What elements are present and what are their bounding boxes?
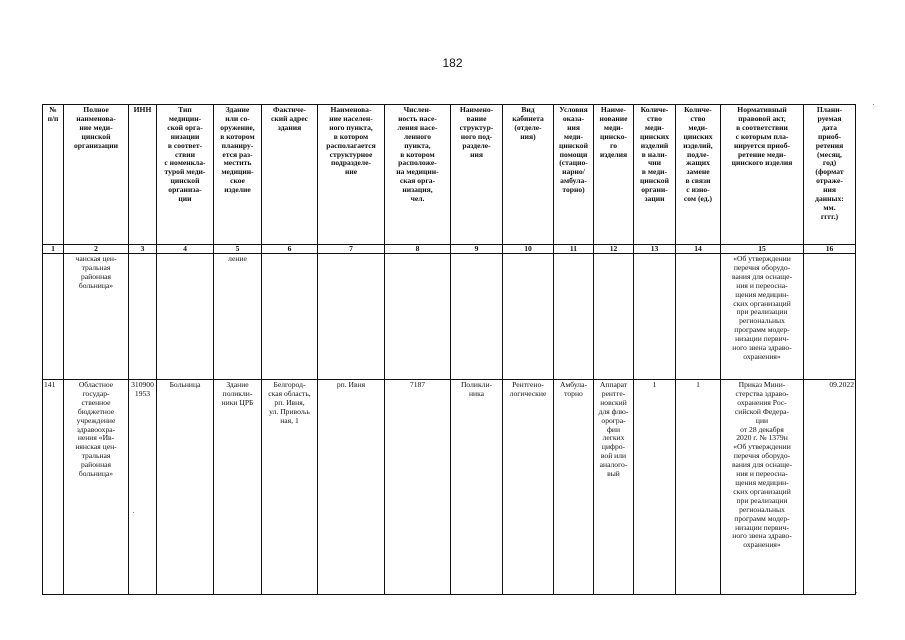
cell-population: 7187 bbox=[385, 380, 451, 595]
header-cell: № п/п bbox=[43, 105, 64, 245]
cell-organization-name: Областное государ- ственное бюджетное учреждение здравоохра- нения «Ив- нянская цен- тральная районная больница» bbox=[64, 380, 129, 595]
header-cell: Условия оказа- ния меди- цинской помощи (стацио- нарно/ амбула- торно) bbox=[554, 105, 594, 245]
cell-inn bbox=[129, 254, 157, 380]
scan-speck: · bbox=[132, 508, 135, 517]
column-number: 7 bbox=[318, 245, 385, 254]
column-number: 16 bbox=[804, 245, 856, 254]
column-number: 14 bbox=[676, 245, 721, 254]
header-cell: Вид кабинета (отделе- ния) bbox=[503, 105, 554, 245]
continuation-row bbox=[43, 254, 856, 380]
header-cell: Количе- ство меди- цинских изделий в нали- чии в меди- цинской органи- зации bbox=[634, 105, 676, 245]
column-number: 12 bbox=[594, 245, 634, 254]
header-cell: Полное наименова- ние меди- цинской организации bbox=[64, 105, 129, 245]
cell-address bbox=[262, 254, 318, 380]
cell-legal-act: Приказ Мини- стерства здраво- охранения Рос- сийской Федера- ции от 28 декабря 2020 г. № 1379н «Об утверждении перечня оборудо- вания для оснаще- ния и переосна- щения медицин- ских организаций при реализации региональных программ модер- низации первич- ного звена здраво- охранения» bbox=[721, 380, 804, 595]
header-cell: Тип медицин- ской орга- низации в соответ- ствии с номенкла- турой меди- цинской организа- ции bbox=[157, 105, 214, 245]
column-number: 11 bbox=[554, 245, 594, 254]
column-number: 5 bbox=[214, 245, 262, 254]
column-number: 8 bbox=[385, 245, 451, 254]
column-number: 13 bbox=[634, 245, 676, 254]
header-cell: Нормативный правовой акт, в соответствии с которым пла- нируется приоб- ретение меди- цинского изделия bbox=[721, 105, 804, 245]
table-row bbox=[43, 380, 856, 595]
cell-device-count bbox=[634, 254, 676, 380]
column-number: 10 bbox=[503, 245, 554, 254]
column-number-row bbox=[43, 245, 856, 254]
medical-equipment-table bbox=[42, 104, 856, 595]
cell-inn: 310900 1953 bbox=[129, 380, 157, 595]
cell-building: Здание поликли- ники ЦРБ bbox=[214, 380, 262, 595]
cell-organization-name: чанская цен- тральная районная больница» bbox=[64, 254, 129, 380]
cell-cabinet-type bbox=[503, 254, 554, 380]
column-number: 2 bbox=[64, 245, 129, 254]
cell-number bbox=[43, 254, 64, 380]
header-row bbox=[43, 105, 856, 245]
cell-settlement: рп. Ивня bbox=[318, 380, 385, 595]
scan-speck: · bbox=[872, 100, 875, 109]
cell-org-type: Больница bbox=[157, 380, 214, 595]
cell-device-name bbox=[594, 254, 634, 380]
header-cell: Фактиче- ский адрес здания bbox=[262, 105, 318, 245]
page-number: 182 bbox=[442, 56, 463, 70]
cell-cabinet-type: Рентгено- логические bbox=[503, 380, 554, 595]
header-cell: ИНН bbox=[129, 105, 157, 245]
header-cell: Здание или со- оружение, в котором планиру- ется раз- местить медицин- ское изделие bbox=[214, 105, 262, 245]
cell-population bbox=[385, 254, 451, 380]
header-cell: Плани- руемая дата приоб- ретения (месяц, год) (формат отраже- ния данных: мм. гггг.) bbox=[804, 105, 856, 245]
cell-device-name: Аппарат рентге- новский для флю- орогра- фии легких цифро- вой или аналого- вый bbox=[594, 380, 634, 595]
cell-subdivision: Поликли- ника bbox=[451, 380, 503, 595]
cell-address: Белгород- ская область, рп. Ивня, ул. Привољь ная, 1 bbox=[262, 380, 318, 595]
header-cell: Количе- ство меди- цинских изделий, подле- жащих замене в связи с изно- сом (ед.) bbox=[676, 105, 721, 245]
header-cell: Наимено- вание структур- ного под- разделе- ния bbox=[451, 105, 503, 245]
cell-building: ление bbox=[214, 254, 262, 380]
column-number: 3 bbox=[129, 245, 157, 254]
cell-settlement bbox=[318, 254, 385, 380]
cell-replace-count bbox=[676, 254, 721, 380]
cell-number: 141 bbox=[43, 380, 64, 595]
column-number: 15 bbox=[721, 245, 804, 254]
column-number: 6 bbox=[262, 245, 318, 254]
cell-purchase-date: 09.2022 bbox=[804, 380, 856, 595]
column-number: 1 bbox=[43, 245, 64, 254]
cell-care-conditions: Амбула- торно bbox=[554, 380, 594, 595]
header-cell: Наименова- ние населен- ного пункта, в котором располагается структурное подразделе- ние bbox=[318, 105, 385, 245]
cell-replace-count: 1 bbox=[676, 380, 721, 595]
cell-subdivision bbox=[451, 254, 503, 380]
cell-device-count: 1 bbox=[634, 380, 676, 595]
cell-legal-act: «Об утверждении перечня оборудо- вания для оснаще- ния и переосна- щения медицин- ских организаций при реализации региональных программ модер- низации первич- ного звена здраво- охранения» bbox=[721, 254, 804, 380]
column-number: 4 bbox=[157, 245, 214, 254]
cell-care-conditions bbox=[554, 254, 594, 380]
header-cell: Числен- ность насе- ления насе- ленного пункта, в котором расположе- на медицин- ская орга- низация, чел. bbox=[385, 105, 451, 245]
header-cell: Наиме- нование меди- цинско- го изделия bbox=[594, 105, 634, 245]
cell-purchase-date bbox=[804, 254, 856, 380]
column-number: 9 bbox=[451, 245, 503, 254]
cell-org-type bbox=[157, 254, 214, 380]
scan-speck: · bbox=[855, 588, 858, 597]
